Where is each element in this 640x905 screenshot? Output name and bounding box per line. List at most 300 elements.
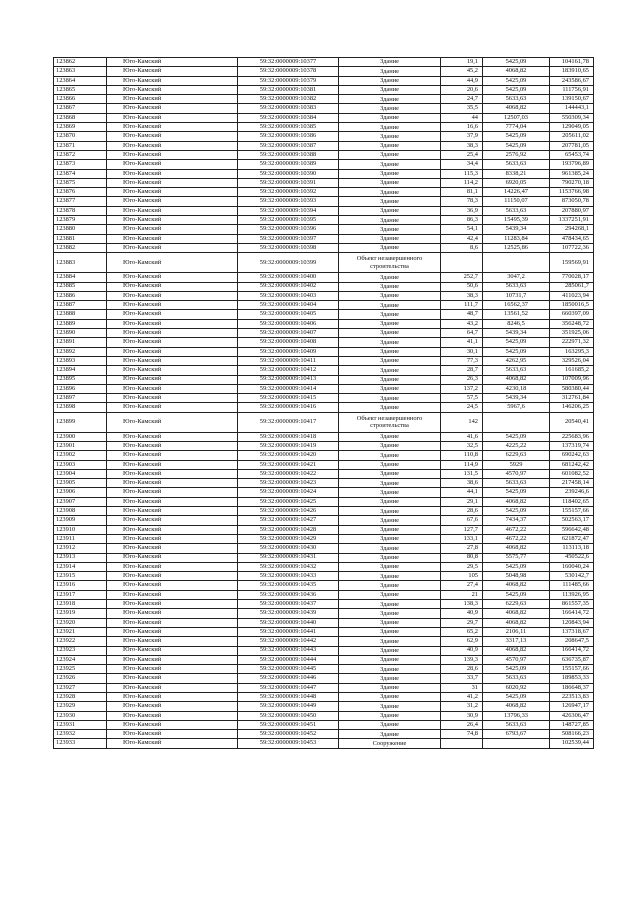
object-type-cell: Здание <box>339 441 441 450</box>
specific-value-cell: 5425,09 <box>483 693 550 702</box>
district-cell: Юго-Камский <box>107 234 238 243</box>
table-row <box>54 711 594 720</box>
specific-value-cell <box>483 412 550 432</box>
district-cell: Юго-Камский <box>107 432 238 441</box>
cadastral-value-cell: 208647,5 <box>550 637 594 646</box>
area-cell: 19,1 <box>441 58 483 67</box>
specific-value-cell: 12507,03 <box>483 113 550 122</box>
object-type-cell: Здание <box>339 95 441 104</box>
table-row <box>54 197 594 206</box>
object-type-cell: Здание <box>339 534 441 543</box>
district-cell: Юго-Камский <box>107 720 238 729</box>
cadastral-number-cell: 59:32:0000009:10446 <box>238 674 339 683</box>
cadastral-number-cell: 59:32:0000009:10404 <box>238 301 339 310</box>
table-row <box>54 234 594 243</box>
record-number-cell: 123923 <box>54 646 107 655</box>
object-type-cell: Здание <box>339 197 441 206</box>
specific-value-cell: 5425,09 <box>483 347 550 356</box>
table-row <box>54 282 594 291</box>
cadastral-value-cell: 129049,05 <box>550 123 594 132</box>
specific-value-cell: 4262,95 <box>483 356 550 365</box>
area-cell: 127,7 <box>441 525 483 534</box>
area-cell: 41,2 <box>441 693 483 702</box>
table-row <box>54 178 594 187</box>
area-cell: 40,9 <box>441 646 483 655</box>
district-cell: Юго-Камский <box>107 347 238 356</box>
cadastral-value-cell: 189853,33 <box>550 674 594 683</box>
area-cell: 139,3 <box>441 655 483 664</box>
cadastral-value-cell: 426306,47 <box>550 711 594 720</box>
area-cell: 64,7 <box>441 329 483 338</box>
cadastral-number-cell: 59:32:0000009:10421 <box>238 460 339 469</box>
table-row <box>54 301 594 310</box>
record-number-cell: 123896 <box>54 384 107 393</box>
table-row <box>54 188 594 197</box>
district-cell: Юго-Камский <box>107 544 238 553</box>
table-row <box>54 216 594 225</box>
record-number-cell: 123920 <box>54 618 107 627</box>
cadastral-value-cell: 207781,05 <box>550 141 594 150</box>
specific-value-cell: 5633,63 <box>483 95 550 104</box>
record-number-cell: 123928 <box>54 693 107 702</box>
table-row <box>54 441 594 450</box>
specific-value-cell: 8338,21 <box>483 169 550 178</box>
area-cell: 24,7 <box>441 95 483 104</box>
cadastral-value-cell: 580380,44 <box>550 384 594 393</box>
district-cell: Юго-Камский <box>107 590 238 599</box>
object-type-cell: Здание <box>339 637 441 646</box>
object-type-cell: Здание <box>339 562 441 571</box>
district-cell: Юго-Камский <box>107 711 238 720</box>
cadastral-number-cell: 59:32:0000009:10423 <box>238 479 339 488</box>
record-number-cell: 123886 <box>54 291 107 300</box>
object-type-cell: Здание <box>339 581 441 590</box>
object-type-cell: Здание <box>339 347 441 356</box>
table-row <box>54 572 594 581</box>
specific-value-cell: 12525,86 <box>483 243 550 252</box>
specific-value-cell: 4068,82 <box>483 609 550 618</box>
area-cell: 44,1 <box>441 488 483 497</box>
table-row <box>54 581 594 590</box>
district-cell: Юго-Камский <box>107 665 238 674</box>
specific-value-cell: 5425,09 <box>483 132 550 141</box>
table-row <box>54 553 594 562</box>
cadastral-value-cell: 65453,74 <box>550 150 594 159</box>
object-type-cell: Здание <box>339 590 441 599</box>
object-type-cell: Сооружение <box>339 739 441 748</box>
table-row <box>54 479 594 488</box>
district-cell: Юго-Камский <box>107 113 238 122</box>
district-cell: Юго-Камский <box>107 329 238 338</box>
record-number-cell: 123921 <box>54 627 107 636</box>
district-cell: Юго-Камский <box>107 273 238 282</box>
record-number-cell: 123933 <box>54 739 107 748</box>
specific-value-cell: 5633,63 <box>483 160 550 169</box>
cadastral-value-cell: 166414,72 <box>550 646 594 655</box>
specific-value-cell: 4225,22 <box>483 441 550 450</box>
area-cell: 44,9 <box>441 76 483 85</box>
area-cell: 31 <box>441 683 483 692</box>
object-type-cell: Здание <box>339 572 441 581</box>
cadastral-number-cell: 59:32:0000009:10381 <box>238 85 339 94</box>
area-cell: 25,4 <box>441 150 483 159</box>
cadastral-number-cell: 59:32:0000009:10430 <box>238 544 339 553</box>
table-row <box>54 646 594 655</box>
district-cell: Юго-Камский <box>107 95 238 104</box>
area-cell: 34,4 <box>441 160 483 169</box>
area-cell: 137,2 <box>441 384 483 393</box>
cadastral-value-cell: 144443,1 <box>550 104 594 113</box>
area-cell: 33,7 <box>441 674 483 683</box>
table-row <box>54 206 594 215</box>
table-row <box>54 85 594 94</box>
cadastral-number-cell: 59:32:0000009:10394 <box>238 206 339 215</box>
area-cell: 65,2 <box>441 627 483 636</box>
table-row <box>54 562 594 571</box>
table-row <box>54 273 594 282</box>
district-cell: Юго-Камский <box>107 123 238 132</box>
cadastral-number-cell: 59:32:0000009:10447 <box>238 683 339 692</box>
specific-value-cell: 5425,09 <box>483 76 550 85</box>
district-cell: Юго-Камский <box>107 206 238 215</box>
object-type-cell: Здание <box>339 366 441 375</box>
record-number-cell: 123916 <box>54 581 107 590</box>
table-row <box>54 366 594 375</box>
cadastral-value-cell: 137318,67 <box>550 627 594 636</box>
area-cell: 42,4 <box>441 234 483 243</box>
table-row <box>54 544 594 553</box>
area-cell: 26,4 <box>441 720 483 729</box>
object-type-cell: Здание <box>339 674 441 683</box>
area-cell: 74,8 <box>441 730 483 739</box>
record-number-cell: 123901 <box>54 441 107 450</box>
table-row <box>54 169 594 178</box>
district-cell: Юго-Камский <box>107 291 238 300</box>
area-cell: 30,1 <box>441 347 483 356</box>
record-number-cell: 123885 <box>54 282 107 291</box>
cadastral-value-cell: 163295,3 <box>550 347 594 356</box>
specific-value-cell: 4068,82 <box>483 544 550 553</box>
cadastral-value-cell: 790270,18 <box>550 178 594 187</box>
district-cell: Юго-Камский <box>107 488 238 497</box>
district-cell: Юго-Камский <box>107 188 238 197</box>
district-cell: Юго-Камский <box>107 618 238 627</box>
specific-value-cell: 4068,82 <box>483 67 550 76</box>
district-cell: Юго-Камский <box>107 702 238 711</box>
table-row <box>54 253 594 273</box>
district-cell: Юго-Камский <box>107 479 238 488</box>
district-cell: Юго-Камский <box>107 338 238 347</box>
district-cell: Юго-Камский <box>107 253 238 273</box>
cadastral-value-cell: 161685,2 <box>550 366 594 375</box>
record-number-cell: 123926 <box>54 674 107 683</box>
district-cell: Юго-Камский <box>107 197 238 206</box>
cadastral-number-cell: 59:32:0000009:10377 <box>238 58 339 67</box>
area-cell: 50,6 <box>441 282 483 291</box>
cadastral-number-cell: 59:32:0000009:10388 <box>238 150 339 159</box>
table-row <box>54 243 594 252</box>
record-number-cell: 123892 <box>54 347 107 356</box>
table-row <box>54 58 594 67</box>
table-row <box>54 488 594 497</box>
table-row <box>54 693 594 702</box>
district-cell: Юго-Камский <box>107 104 238 113</box>
cadastral-number-cell: 59:32:0000009:10427 <box>238 516 339 525</box>
cadastral-number-cell: 59:32:0000009:10407 <box>238 329 339 338</box>
cadastral-number-cell: 59:32:0000009:10431 <box>238 553 339 562</box>
specific-value-cell: 4230,18 <box>483 384 550 393</box>
object-type-cell: Здание <box>339 618 441 627</box>
record-number-cell: 123867 <box>54 104 107 113</box>
table-row <box>54 95 594 104</box>
area-cell: 21 <box>441 590 483 599</box>
table-row <box>54 356 594 365</box>
table-row <box>54 384 594 393</box>
record-number-cell: 123876 <box>54 188 107 197</box>
object-type-cell: Здание <box>339 730 441 739</box>
table-row <box>54 720 594 729</box>
table-row <box>54 674 594 683</box>
object-type-cell: Здание <box>339 225 441 234</box>
table-row <box>54 618 594 627</box>
area-cell: 38,3 <box>441 291 483 300</box>
table-row <box>54 412 594 432</box>
record-number-cell: 123904 <box>54 469 107 478</box>
area-cell: 86,3 <box>441 216 483 225</box>
district-cell: Юго-Камский <box>107 282 238 291</box>
object-type-cell: Здание <box>339 479 441 488</box>
cadastral-number-cell: 59:32:0000009:10429 <box>238 534 339 543</box>
record-number-cell: 123912 <box>54 544 107 553</box>
object-type-cell: Здание <box>339 403 441 412</box>
area-cell: 20,6 <box>441 85 483 94</box>
object-type-cell: Здание <box>339 319 441 328</box>
district-cell: Юго-Камский <box>107 356 238 365</box>
area-cell: 31,2 <box>441 702 483 711</box>
cadastral-number-cell: 59:32:0000009:10389 <box>238 160 339 169</box>
cadastral-number-cell: 59:32:0000009:10393 <box>238 197 339 206</box>
cadastral-number-cell: 59:32:0000009:10426 <box>238 507 339 516</box>
object-type-cell: Здание <box>339 384 441 393</box>
district-cell: Юго-Камский <box>107 394 238 403</box>
record-number-cell: 123864 <box>54 76 107 85</box>
district-cell: Юго-Камский <box>107 58 238 67</box>
cadastral-number-cell: 59:32:0000009:10428 <box>238 525 339 534</box>
object-type-cell: Здание <box>339 488 441 497</box>
object-type-cell: Здание <box>339 234 441 243</box>
cadastral-number-cell: 59:32:0000009:10443 <box>238 646 339 655</box>
area-cell <box>441 739 483 748</box>
cadastral-number-cell: 59:32:0000009:10412 <box>238 366 339 375</box>
district-cell: Юго-Камский <box>107 412 238 432</box>
district-cell: Юго-Камский <box>107 67 238 76</box>
district-cell: Юго-Камский <box>107 497 238 506</box>
district-cell: Юго-Камский <box>107 627 238 636</box>
table-row <box>54 329 594 338</box>
district-cell: Юго-Камский <box>107 216 238 225</box>
cadastral-number-cell: 59:32:0000009:10378 <box>238 67 339 76</box>
cadastral-value-cell: 113926,95 <box>550 590 594 599</box>
specific-value-cell: 4068,82 <box>483 702 550 711</box>
record-number-cell: 123932 <box>54 730 107 739</box>
cadastral-number-cell: 59:32:0000009:10396 <box>238 225 339 234</box>
specific-value-cell: 3047,2 <box>483 273 550 282</box>
area-cell: 142 <box>441 412 483 432</box>
district-cell: Юго-Камский <box>107 310 238 319</box>
specific-value-cell: 5633,63 <box>483 479 550 488</box>
cadastral-number-cell: 59:32:0000009:10379 <box>238 76 339 85</box>
specific-value-cell <box>483 253 550 273</box>
cadastral-number-cell: 59:32:0000009:10387 <box>238 141 339 150</box>
specific-value-cell: 2576,92 <box>483 150 550 159</box>
cadastral-number-cell: 59:32:0000009:10408 <box>238 338 339 347</box>
record-number-cell: 123868 <box>54 113 107 122</box>
object-type-cell: Здание <box>339 683 441 692</box>
cadastral-number-cell: 59:32:0000009:10439 <box>238 609 339 618</box>
area-cell: 40,9 <box>441 609 483 618</box>
cadastral-value-cell: 160040,24 <box>550 562 594 571</box>
area-cell: 81,1 <box>441 188 483 197</box>
record-number-cell: 123887 <box>54 301 107 310</box>
cadastral-number-cell: 59:32:0000009:10436 <box>238 590 339 599</box>
record-number-cell: 123907 <box>54 497 107 506</box>
specific-value-cell: 11283,84 <box>483 234 550 243</box>
object-type-cell: Здание <box>339 329 441 338</box>
record-number-cell: 123894 <box>54 366 107 375</box>
area-cell: 32,5 <box>441 441 483 450</box>
specific-value-cell: 5425,09 <box>483 338 550 347</box>
record-number-cell: 123863 <box>54 67 107 76</box>
record-number-cell: 123924 <box>54 655 107 664</box>
specific-value-cell: 4068,82 <box>483 581 550 590</box>
specific-value-cell: 4068,82 <box>483 618 550 627</box>
cadastral-value-cell: 166414,72 <box>550 609 594 618</box>
district-cell: Юго-Камский <box>107 581 238 590</box>
record-number-cell: 123893 <box>54 356 107 365</box>
cadastral-value-cell: 596642,48 <box>550 525 594 534</box>
object-type-cell: Здание <box>339 507 441 516</box>
district-cell: Юго-Камский <box>107 655 238 664</box>
cadastral-value-cell: 217458,14 <box>550 479 594 488</box>
table-row <box>54 310 594 319</box>
specific-value-cell: 4068,82 <box>483 497 550 506</box>
area-cell: 62,9 <box>441 637 483 646</box>
specific-value-cell: 5425,09 <box>483 507 550 516</box>
specific-value-cell: 3317,13 <box>483 637 550 646</box>
cadastral-number-cell: 59:32:0000009:10442 <box>238 637 339 646</box>
object-type-cell: Здание <box>339 243 441 252</box>
record-number-cell: 123871 <box>54 141 107 150</box>
area-cell: 114,9 <box>441 460 483 469</box>
cadastral-number-cell: 59:32:0000009:10451 <box>238 720 339 729</box>
object-type-cell: Здание <box>339 67 441 76</box>
record-number-cell: 123909 <box>54 516 107 525</box>
record-number-cell: 123881 <box>54 234 107 243</box>
specific-value-cell: 6229,63 <box>483 600 550 609</box>
object-type-cell: Здание <box>339 394 441 403</box>
record-number-cell: 123913 <box>54 553 107 562</box>
area-cell: 48,7 <box>441 310 483 319</box>
cadastral-number-cell: 59:32:0000009:10449 <box>238 702 339 711</box>
cadastral-number-cell: 59:32:0000009:10452 <box>238 730 339 739</box>
object-type-cell: Здание <box>339 160 441 169</box>
object-type-cell: Здание <box>339 469 441 478</box>
table-row <box>54 338 594 347</box>
district-cell: Юго-Камский <box>107 441 238 450</box>
district-cell: Юго-Камский <box>107 301 238 310</box>
cadastral-number-cell: 59:32:0000009:10402 <box>238 282 339 291</box>
district-cell: Юго-Камский <box>107 160 238 169</box>
cadastral-number-cell: 59:32:0000009:10453 <box>238 739 339 748</box>
specific-value-cell: 5425,09 <box>483 58 550 67</box>
district-cell: Юго-Камский <box>107 525 238 534</box>
cadastral-value-cell: 205611,02 <box>550 132 594 141</box>
specific-value-cell: 5439,34 <box>483 394 550 403</box>
area-cell: 37,9 <box>441 132 483 141</box>
specific-value-cell: 4570,97 <box>483 655 550 664</box>
specific-value-cell: 6020,92 <box>483 683 550 692</box>
area-cell: 44 <box>441 113 483 122</box>
specific-value-cell: 8246,5 <box>483 319 550 328</box>
cadastral-value-cell: 621872,47 <box>550 534 594 543</box>
cadastral-number-cell: 59:32:0000009:10433 <box>238 572 339 581</box>
cadastral-number-cell: 59:32:0000009:10413 <box>238 375 339 384</box>
cadastral-value-cell: 873050,78 <box>550 197 594 206</box>
table-row <box>54 403 594 412</box>
cadastral-value-cell: 148727,85 <box>550 720 594 729</box>
cadastral-value-cell: 120843,94 <box>550 618 594 627</box>
specific-value-cell: 5633,63 <box>483 282 550 291</box>
area-cell <box>441 253 483 273</box>
district-cell: Юго-Камский <box>107 469 238 478</box>
object-type-cell: Здание <box>339 432 441 441</box>
table-row <box>54 104 594 113</box>
specific-value-cell: 4068,82 <box>483 375 550 384</box>
object-type-cell: Здание <box>339 451 441 460</box>
cadastral-value-cell: 225683,96 <box>550 432 594 441</box>
specific-value-cell: 5929 <box>483 460 550 469</box>
table-row <box>54 113 594 122</box>
table-row <box>54 375 594 384</box>
object-type-cell: Здание <box>339 646 441 655</box>
table-row <box>54 497 594 506</box>
cadastral-number-cell: 59:32:0000009:10383 <box>238 104 339 113</box>
area-cell: 29,7 <box>441 618 483 627</box>
specific-value-cell: 13561,52 <box>483 310 550 319</box>
cadastral-value-cell: 243586,67 <box>550 76 594 85</box>
record-number-cell: 123930 <box>54 711 107 720</box>
object-type-cell: Здание <box>339 113 441 122</box>
cadastral-number-cell: 59:32:0000009:10420 <box>238 451 339 460</box>
table-row <box>54 150 594 159</box>
object-type-cell: Здание <box>339 58 441 67</box>
object-type-cell: Здание <box>339 104 441 113</box>
table-row <box>54 123 594 132</box>
object-type-cell: Здание <box>339 553 441 562</box>
object-type-cell: Здание <box>339 141 441 150</box>
area-cell: 43,2 <box>441 319 483 328</box>
table-row <box>54 460 594 469</box>
record-number-cell: 123869 <box>54 123 107 132</box>
area-cell: 114,2 <box>441 178 483 187</box>
record-number-cell: 123917 <box>54 590 107 599</box>
object-type-cell: Здание <box>339 150 441 159</box>
district-cell: Юго-Камский <box>107 76 238 85</box>
record-number-cell: 123911 <box>54 534 107 543</box>
specific-value-cell: 10731,7 <box>483 291 550 300</box>
record-number-cell: 123877 <box>54 197 107 206</box>
cadastral-number-cell: 59:32:0000009:10395 <box>238 216 339 225</box>
